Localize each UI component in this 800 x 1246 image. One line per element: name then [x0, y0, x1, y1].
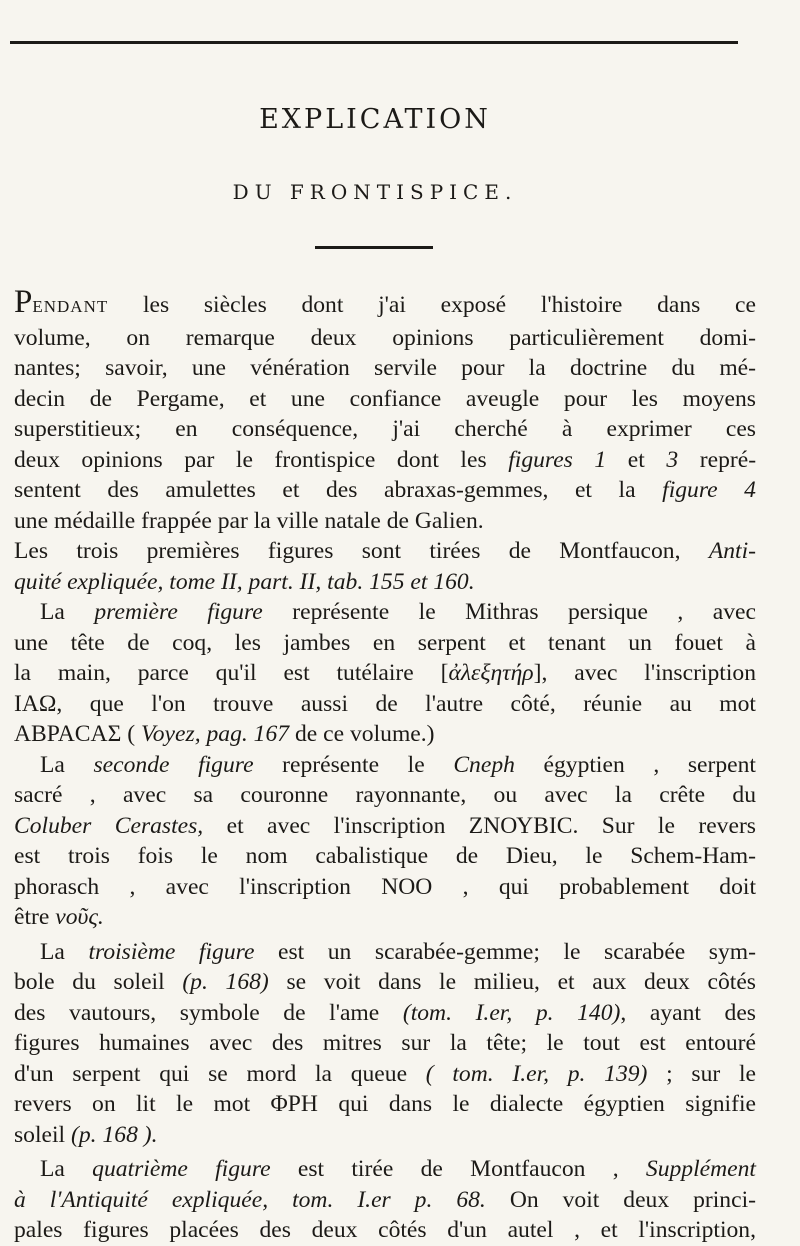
page-subtitle: DU FRONTISPICE.	[232, 180, 518, 204]
paragraph-2: Les trois premières figures sont tirées de Montfaucon, Anti- quité expliquée, tome II, part. II, tab. 155 et 160.	[14, 538, 756, 595]
paragraph-1: PENDANT les siècles dont j'ai exposé l'histoire dans ce volume, on remarque deux opinions particulièrement domi- nantes; savoir, une vénération servile pour la doctrine du mé- decin de Pergame, et une confiance aveugle pour les moyens superstitieux; en conséquence, j'ai cherché à exprimer ces deux opinions par le frontispice dont les figures 1 et 3 repré- sentent des amulettes et des abraxas-gemmes, et la figure 4 une médaille frappée par la ville natale de Galien.	[14, 284, 757, 534]
page-title: EXPLICATION	[259, 104, 491, 135]
paragraph-5: La troisième figure est un scarabée-gemme; le scarabée sym- bole du soleil (p. 168) se voit dans le milieu, et aux deux côtés des vautours, symbole de l'ame (tom. I.er, p. 140), ayant des figures humaines avec des mitres sur la tête; le tout est entouré d'un serpent qui se mord la queue ( tom. I.er, p. 139) ; sur le revers on lit le mot ΦΡΗ qui dans le dialecte égyptien signifie soleil (p. 168 ).	[14, 938, 756, 1148]
body-text	[14, 286, 756, 1246]
drop-cap: P	[14, 284, 33, 320]
paragraph-6: La quatrième figure est tirée de Montfaucon , Supplément à l'Antiquité expliquée, tom. I.er p. 68. On voit deux princi- pales figures placées des deux côtés d'un autel , et l'inscription,	[14, 1156, 756, 1243]
top-rule	[10, 41, 738, 44]
paragraph-3: La première figure représente le Mithras persique , avec une tête de coq, les jambes en serpent et tenant un fouet à la main, parce qu'il est tutélaire [ἀλεξητήρ], avec l'inscription ΙΑΩ, que l'on trouve aussi de l'autre côté, réunie au mot ΑΒΡΑCΑΣ ( Voyez, pag. 167 de ce volume.)	[14, 599, 756, 747]
paragraph-4: La seconde figure représente le Cneph égyptien , serpent sacré , avec sa couronne rayonnante, ou avec la crête du Coluber Cerastes, et avec l'inscription ΖΝΟΥΒΙC. Sur le revers est trois fois le nom cabalistique de Dieu, le Schem-Ham- phorasch , avec l'inscription ΝΟΟ , qui probablement doit être νοῦς.	[14, 751, 756, 930]
section-divider	[315, 246, 433, 249]
